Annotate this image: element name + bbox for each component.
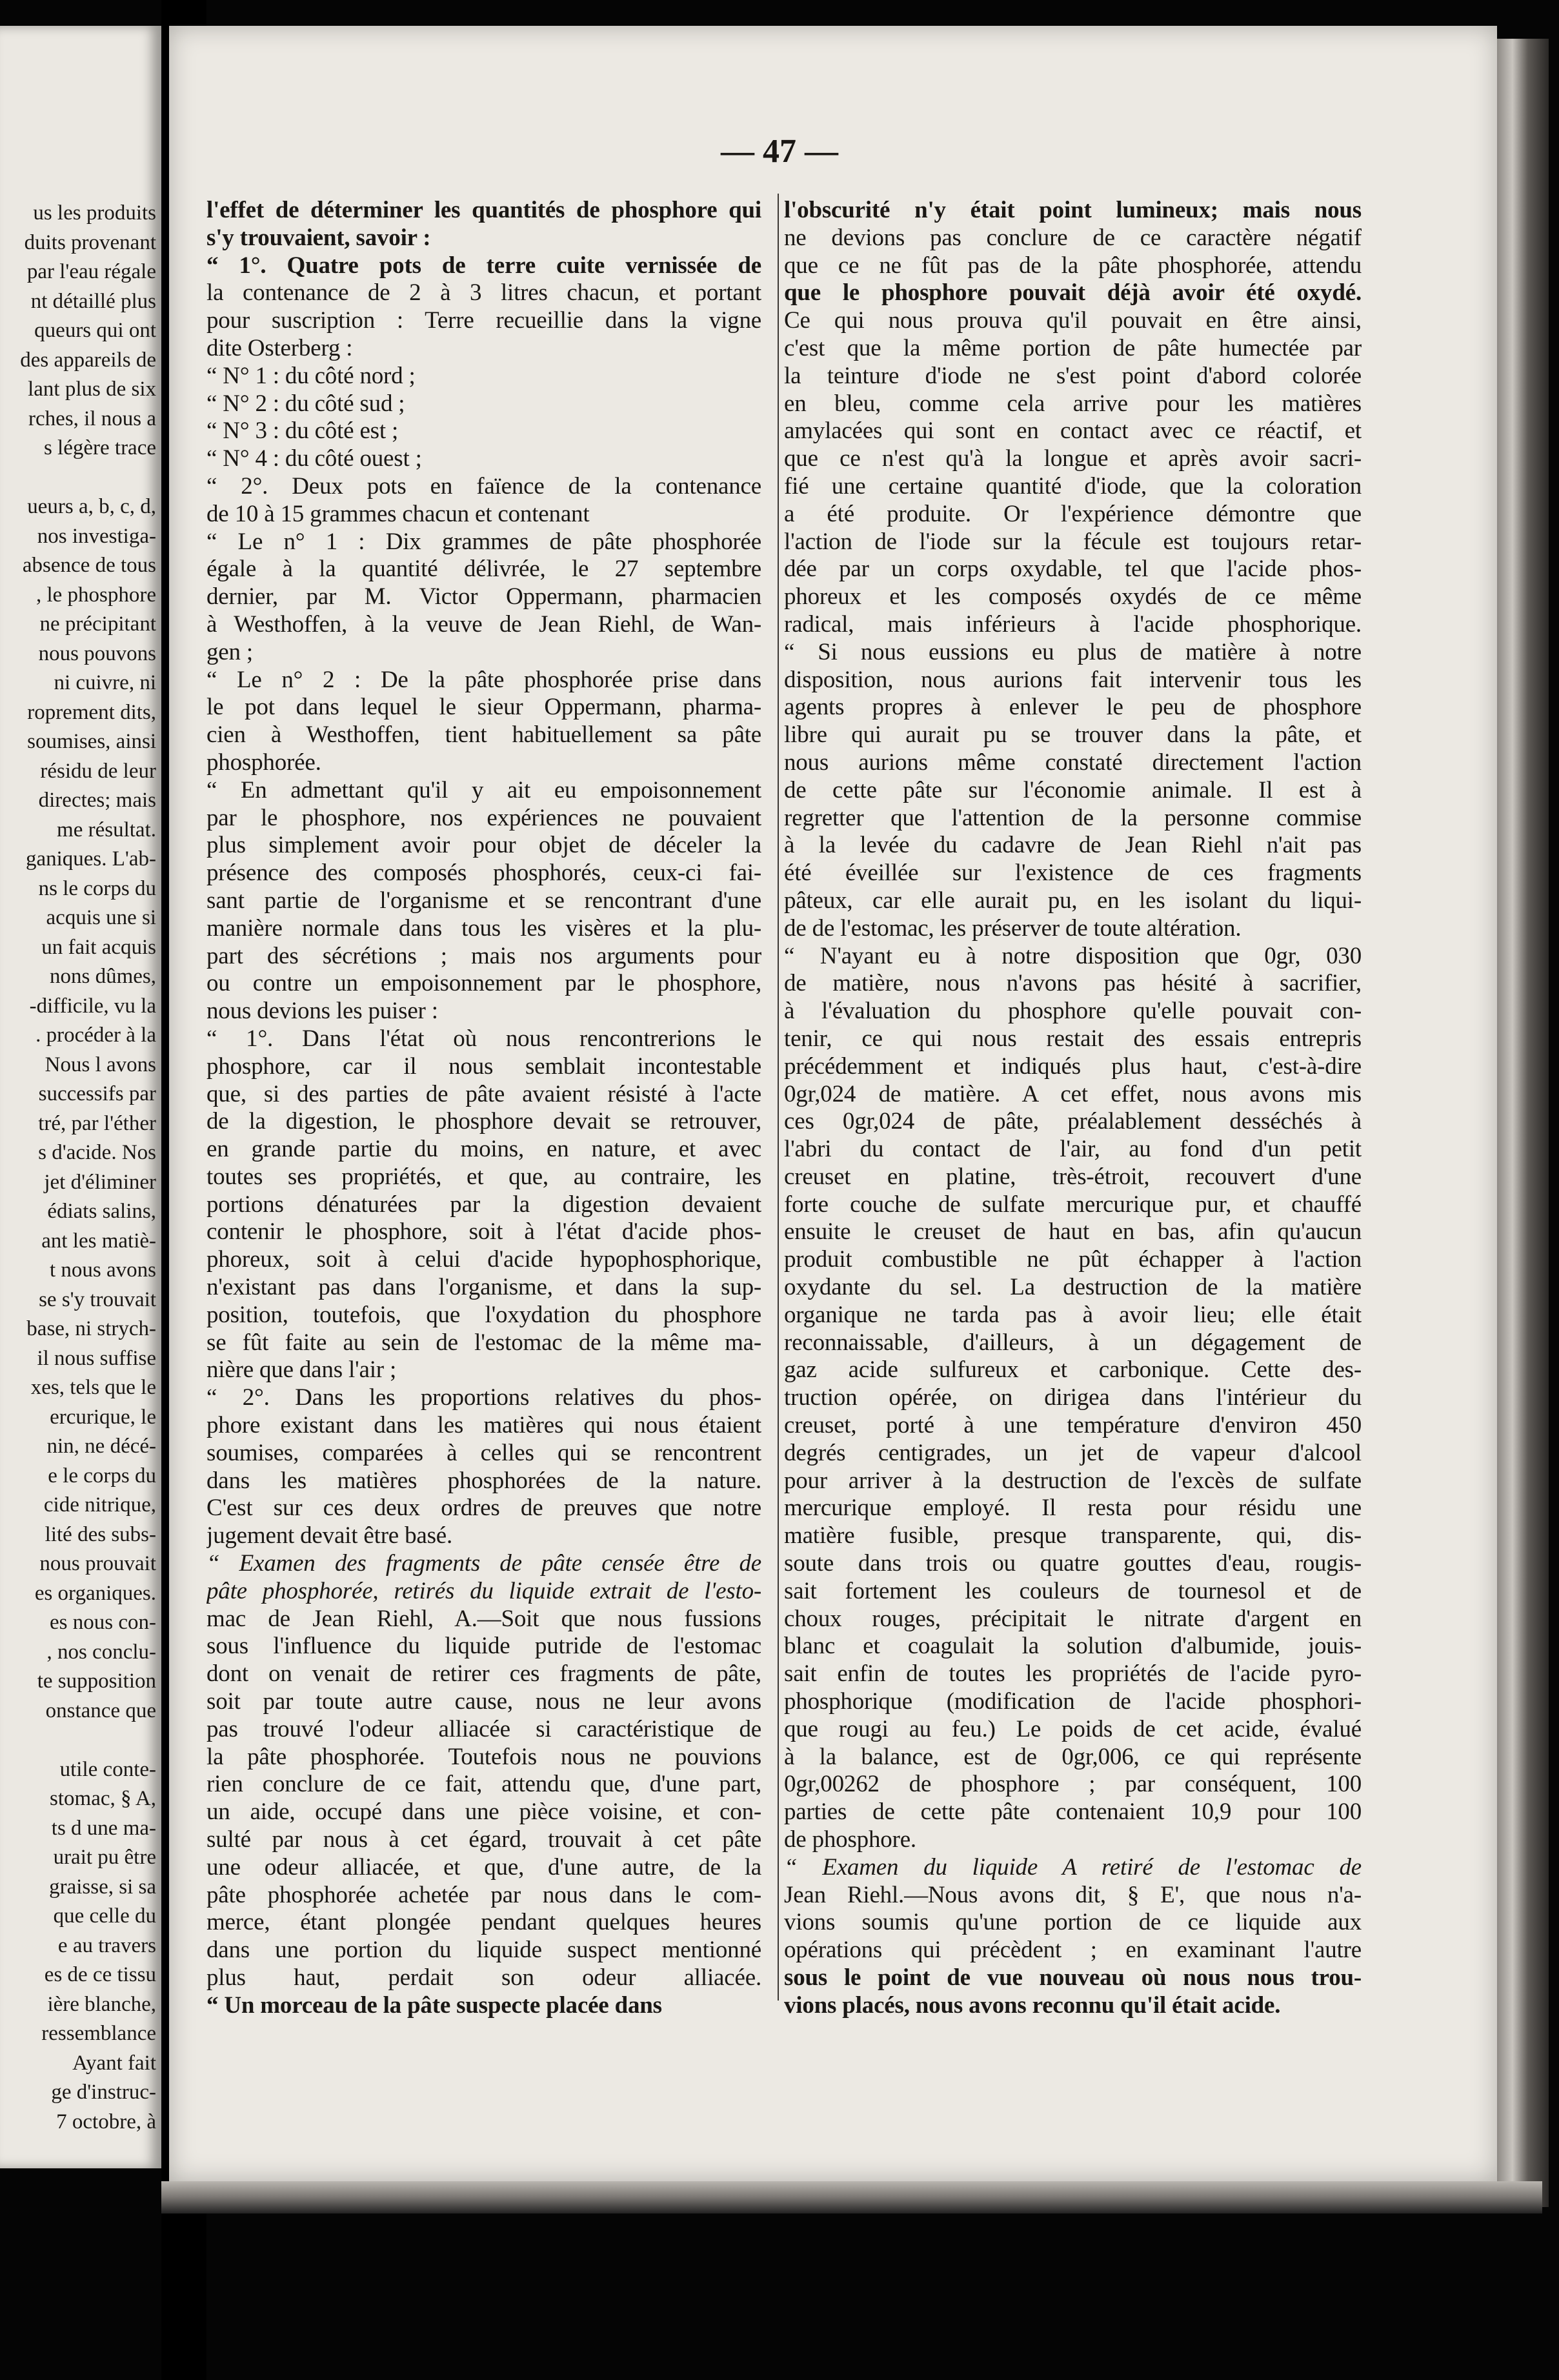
text-line: sant partie de l'organisme et se rencontrant d'une: [206, 887, 761, 914]
fragment-line: ge d'instruc-: [51, 2081, 156, 2104]
text-line: à la levée du cadavre de Jean Riehl n'ait pas: [784, 832, 1362, 859]
text-line: ou contre un empoisonnement par le phosphore,: [206, 970, 761, 997]
text-line: matière fusible, presque transparente, qui, dis-: [784, 1522, 1362, 1549]
text-line: contenir le phosphore, soit à l'état d'acide phos-: [206, 1218, 761, 1245]
text-line: “ Le n° 2 : De la pâte phosphorée prise dans: [206, 666, 761, 693]
fragment-line: ni cuivre, ni: [54, 671, 156, 694]
text-line: libre qui aurait pu se trouver dans la pâte, et: [784, 721, 1362, 749]
text-line: en bleu, comme cela arrive pour les matières: [784, 390, 1362, 417]
fragment-line: nons dûmes,: [50, 965, 156, 988]
fragment-line: ganiques. L'ab-: [25, 847, 156, 871]
fragment-line: ts d une ma-: [51, 1816, 156, 1840]
fragment-line: es organiques.: [34, 1581, 156, 1605]
fragment-line: utile conte-: [59, 1757, 156, 1781]
fragment-line: , nos conclu-: [46, 1640, 156, 1664]
text-line: phore existant dans les matières qui nous étaient: [206, 1412, 761, 1439]
text-line: jugement devait être basé.: [206, 1522, 453, 1549]
page-number: — 47 —: [721, 133, 838, 170]
text-line: blanc et coagulait la solution d'albumide, jouis-: [784, 1633, 1362, 1660]
text-line: soit par toute autre cause, nous ne leur avons: [206, 1688, 761, 1715]
fragment-line: ueurs a, b, c, d,: [27, 495, 156, 518]
text-line: sait enfin de toutes les propriétés de l'acide pyro-: [784, 1660, 1362, 1688]
fragment-line: ne précipitant: [39, 612, 156, 636]
text-line: degrés centigrades, un jet de vapeur d'alcool: [784, 1439, 1362, 1466]
text-line: sous l'influence du liquide putride de l'estomac: [206, 1633, 761, 1660]
text-line: l'effet de déterminer les quantités de phosphore qui: [206, 197, 761, 223]
fragment-line: t nous avons: [50, 1258, 156, 1282]
text-line: précédemment et indiqués plus haut, c'est-à-dire: [784, 1053, 1362, 1080]
left-text-column: [206, 197, 761, 2020]
text-line: “ Examen des fragments de pâte censée être de: [206, 1550, 761, 1577]
text-line: l'action de l'iode sur la fécule est toujours retar-: [784, 528, 1362, 555]
fragment-line: rches, il nous a: [28, 407, 156, 430]
text-line: à Westhoffen, à la veuve de Jean Riehl, de Wan-: [206, 610, 761, 638]
text-line: par le phosphore, nos expériences ne pouvaient: [206, 804, 761, 831]
text-line: été éveillée sur l'existence de ces fragments: [784, 860, 1362, 887]
text-line: part des sécrétions ; mais nos arguments pour: [206, 942, 761, 969]
text-line: oxydante du sel. La destruction de la matière: [784, 1274, 1362, 1301]
fragment-line: directes; mais: [38, 789, 156, 812]
text-line: de 10 à 15 grammes chacun et contenant: [206, 500, 590, 527]
text-line: amylacées qui sont en contact avec ce réactif, et: [784, 418, 1362, 445]
text-line: fié une certaine quantité d'iode, que la coloration: [784, 472, 1362, 499]
fragment-line: onstance que: [45, 1699, 156, 1722]
text-line: mercurique employé. Il resta pour résidu une: [784, 1495, 1362, 1522]
fragment-line: nt détaillé plus: [30, 289, 156, 313]
text-line: pâte phosphorée achetée par nous dans le com-: [206, 1881, 761, 1908]
text-line: égale à la quantité délivrée, le 27 septembre: [206, 556, 761, 583]
text-line: phoreux et les composés oxydés de ce même: [784, 583, 1362, 610]
text-line: agents propres à enlever le peu de phosphore: [784, 694, 1362, 721]
text-line: pas trouvé l'odeur alliacée si caractéristique de: [206, 1715, 761, 1742]
fragment-line: duits provenant: [24, 230, 156, 254]
text-line: n'existant pas dans l'organisme, et dans la sup-: [206, 1274, 761, 1301]
text-line: Jean Riehl.—Nous avons dit, § E', que nous n'a-: [784, 1881, 1362, 1908]
text-line: la teinture d'iode ne s'est point d'abord colorée: [784, 362, 1362, 389]
fragment-line: -difficile, vu la: [29, 994, 156, 1018]
text-line: vions placés, nous avons reconnu qu'il était acide.: [784, 1992, 1281, 2019]
fragment-line: lité des subs-: [45, 1522, 156, 1546]
fragment-line: jet d'éliminer: [44, 1170, 156, 1194]
fragment-line: absence de tous: [22, 554, 156, 577]
text-line: soumises, comparées à celles qui se rencontrent: [206, 1439, 761, 1466]
text-line: de matière, nous n'avons pas hésité à sacrifier,: [784, 970, 1362, 997]
text-line: pâte phosphorée, retirés du liquide extrait de l'esto-: [206, 1577, 761, 1604]
fragment-line: soumises, ainsi: [27, 730, 156, 753]
text-line: la contenance de 2 à 3 litres chacun, et portant: [206, 279, 761, 307]
text-line: vions soumis qu'une portion de ce liquide aux: [784, 1909, 1362, 1936]
fragment-line: s d'acide. Nos: [38, 1141, 156, 1164]
text-line: phosphorée.: [206, 749, 321, 776]
text-line: creuset, porté à une température d'environ 450: [784, 1412, 1362, 1439]
fragment-line: cide nitrique,: [43, 1493, 156, 1517]
fragment-line: édiats salins,: [47, 1200, 156, 1223]
text-line: disposition, nous aurions fait intervenir tous les: [784, 666, 1362, 693]
text-line: dans les matières phosphorées de la nature.: [206, 1467, 761, 1494]
text-line: reconnaissable, d'ailleurs, à un dégagement de: [784, 1329, 1362, 1356]
text-line: une odeur alliacée, et que, d'une autre, de la: [206, 1853, 761, 1881]
text-line: radical, mais inférieurs à l'acide phosphorique.: [784, 610, 1362, 638]
text-line: 0gr,024 de matière. A cet effet, nous avons mis: [784, 1080, 1362, 1107]
fragment-line: ière blanche,: [47, 1992, 156, 2016]
text-line: ces 0gr,024 de pâte, préalablement desséchés à: [784, 1108, 1362, 1135]
fragment-line: Ayant fait: [72, 2051, 156, 2075]
fragment-line: me résultat.: [57, 818, 156, 842]
page-bottom-edge: [161, 2181, 1542, 2214]
text-line: sait fortement les couleurs de tournesol et de: [784, 1577, 1362, 1604]
text-line: portions dénaturées par la digestion devaient: [206, 1191, 761, 1218]
text-line: pâteux, car elle aurait pu, en les isolant du liqui-: [784, 887, 1362, 914]
fragment-line: es de ce tissu: [44, 1963, 156, 1986]
text-line: gen ;: [206, 638, 253, 665]
text-line: à la balance, est de 0gr,006, ce qui représente: [784, 1743, 1362, 1770]
text-line: que ce ne fût pas de la pâte phosphorée, attendu: [784, 252, 1362, 279]
fragment-line: acquis une si: [46, 906, 156, 929]
text-line: “ Si nous eussions eu plus de matière à notre: [784, 638, 1362, 665]
text-line: C'est sur ces deux ordres de preuves que notre: [206, 1495, 761, 1522]
text-line: produit combustible ne pût échapper à l'action: [784, 1246, 1362, 1273]
text-line: dite Osterberg :: [206, 334, 353, 361]
fragment-line: urait pu être: [53, 1846, 156, 1869]
text-line: s'y trouvaient, savoir :: [206, 224, 431, 251]
text-line: que rougi au feu.) Le poids de cet acide, évalué: [784, 1715, 1362, 1742]
fragment-line: xes, tels que le: [30, 1376, 156, 1399]
text-line: “ Un morceau de la pâte suspecte placée dans: [206, 1992, 662, 2019]
text-line: “ N° 3 : du côté est ;: [206, 418, 399, 445]
fragment-line: ns le corps du: [38, 876, 156, 900]
text-line: “ 2°. Deux pots en faïence de la contenance: [206, 472, 761, 499]
text-line: en grande partie du moins, en nature, et avec: [206, 1136, 761, 1163]
text-line: ensuite le creuset de haut en bas, afin qu'aucun: [784, 1218, 1362, 1245]
text-line: gaz acide sulfureux et carbonique. Cette des-: [784, 1356, 1362, 1384]
fragment-line: base, ni strych-: [26, 1317, 156, 1340]
fragment-line: e le corps du: [48, 1464, 156, 1488]
fragment-line: un fait acquis: [41, 935, 156, 959]
facing-page-fragment: [0, 26, 161, 2168]
text-line: c'est que la même portion de pâte humectée par: [784, 334, 1362, 361]
fragment-line: tré, par l'éther: [38, 1111, 156, 1135]
fragment-line: successifs par: [38, 1082, 156, 1105]
text-line: parties de cette pâte contenaient 10,9 pour 100: [784, 1799, 1362, 1826]
text-line: de de l'estomac, les préserver de toute altération.: [784, 914, 1242, 942]
fragment-line: graisse, si sa: [49, 1875, 156, 1899]
text-line: position, toutefois, que l'oxydation du phosphore: [206, 1301, 761, 1328]
text-line: tenir, ce qui nous restait des essais entrepris: [784, 1025, 1362, 1052]
fragment-line: . procéder à la: [35, 1024, 156, 1047]
text-line: creuset en platine, très-étroit, recouvert d'une: [784, 1163, 1362, 1190]
text-line: regretter que l'attention de la personne commise: [784, 804, 1362, 831]
text-line: de cette pâte sur l'économie animale. Il est à: [784, 776, 1362, 803]
text-line: pour arriver à la destruction de l'excès de sulfate: [784, 1467, 1362, 1494]
text-line: nière que dans l'air ;: [206, 1356, 397, 1384]
fragment-line: nous pouvons: [38, 641, 156, 665]
fragment-line: des appareils de: [20, 348, 156, 372]
page-stack-edge: [1497, 39, 1549, 2207]
fragment-line: , le phosphore: [35, 583, 156, 607]
text-line: dont on venait de retirer ces fragments de pâte,: [206, 1660, 761, 1688]
text-line: phosphore, car il nous semblait incontestable: [206, 1053, 761, 1080]
text-line: dée par un corps oxydable, tel que l'acide phos-: [784, 556, 1362, 583]
text-line: cien à Westhoffen, tient habituellement sa pâte: [206, 721, 761, 749]
fragment-line: us les produits: [33, 201, 156, 225]
text-line: de la digestion, le phosphore devait se retrouver,: [206, 1108, 761, 1135]
fragment-line: te supposition: [37, 1669, 156, 1693]
text-line: l'abri du contact de l'air, au fond d'un petit: [784, 1136, 1362, 1163]
fragment-line: es nous con-: [50, 1611, 156, 1634]
text-line: “ 2°. Dans les proportions relatives du phos-: [206, 1384, 761, 1411]
text-line: l'obscurité n'y était point lumineux; mais nous: [784, 197, 1362, 223]
fragment-line: ant les matiè-: [41, 1229, 156, 1253]
text-line: “ N° 2 : du côté sud ;: [206, 390, 405, 417]
text-line: sulté par nous à cet égard, trouvait à cet pâte: [206, 1826, 761, 1853]
fragment-line: nos investiga-: [37, 524, 156, 548]
text-line: pour suscription : Terre recueillie dans la vigne: [206, 307, 761, 334]
text-line: se fût faite au sein de l'estomac de la même ma-: [206, 1329, 761, 1356]
text-line: choux rouges, précipitait le nitrate d'argent en: [784, 1605, 1362, 1632]
text-line: un aide, occupé dans une pièce voisine, et con-: [206, 1799, 761, 1826]
text-line: toutes ses propriétés, et que, au contraire, les: [206, 1163, 761, 1190]
text-line: 0gr,00262 de phosphore ; par conséquent, 100: [784, 1771, 1362, 1798]
text-line: “ Examen du liquide A retiré de l'estomac de: [784, 1853, 1362, 1881]
text-line: “ N° 1 : du côté nord ;: [206, 362, 416, 389]
fragment-line: roprement dits,: [27, 700, 156, 724]
right-text-column: [784, 197, 1362, 2020]
text-line: sous le point de vue nouveau où nous nous trou-: [784, 1964, 1362, 1991]
text-line: la pâte phosphorée. Toutefois nous ne pouvions: [206, 1743, 761, 1770]
text-line: plus haut, perdait son odeur alliacée.: [206, 1964, 761, 1991]
text-line: a été produite. Or l'expérience démontre que: [784, 500, 1362, 527]
fragment-line: nin, ne décé-: [46, 1435, 156, 1458]
text-line: soute dans trois ou quatre gouttes d'eau, rougis-: [784, 1550, 1362, 1577]
text-line: phoreux, soit à celui d'acide hypophosphorique,: [206, 1246, 761, 1273]
column-divider: [778, 194, 779, 2001]
fragment-line: 7 octobre, à: [56, 2110, 156, 2133]
text-line: mac de Jean Riehl, A.—Soit que nous fussions: [206, 1605, 761, 1632]
text-line: que ce n'est qu'à la longue et après avoir sacri-: [784, 445, 1362, 472]
text-line: “ Le n° 1 : Dix grammes de pâte phosphorée: [206, 528, 761, 555]
text-line: “ En admettant qu'il y ait eu empoisonnement: [206, 776, 761, 803]
text-line: rien conclure de ce fait, attendu que, d'une part,: [206, 1771, 761, 1798]
text-line: ne devions pas conclure de ce caractère négatif: [784, 224, 1362, 251]
text-line: dernier, par M. Victor Oppermann, pharmacien: [206, 583, 761, 610]
text-line: merce, étant plongée pendant quelques heures: [206, 1909, 761, 1936]
text-line: opérations qui précèdent ; en examinant l'autre: [784, 1937, 1362, 1964]
text-line: “ N° 4 : du côté ouest ;: [206, 445, 422, 472]
fragment-line: stomac, § A,: [50, 1787, 156, 1810]
text-line: phosphorique (modification de l'acide phosphori-: [784, 1688, 1362, 1715]
fragment-line: que celle du: [53, 1904, 156, 1928]
text-line: nous devions les puiser :: [206, 998, 438, 1025]
fragment-line: lant plus de six: [28, 378, 156, 401]
fragment-line: par l'eau régale: [26, 260, 156, 283]
text-line: plus simplement avoir pour objet de déceler la: [206, 832, 761, 859]
fragment-line: ercurique, le: [50, 1405, 156, 1429]
text-line: manière normale dans tous les visères et la plu-: [206, 914, 761, 942]
text-line: Ce qui nous prouva qu'il pouvait en être ainsi,: [784, 307, 1362, 334]
text-line: à l'évaluation du phosphore qu'elle pouvait con-: [784, 998, 1362, 1025]
fragment-line: e au travers: [57, 1933, 156, 1957]
fragment-line: queurs qui ont: [34, 319, 156, 342]
fragment-line: Nous l avons: [45, 1053, 156, 1076]
text-line: que, si des parties de pâte avaient résisté à l'acte: [206, 1080, 761, 1107]
text-line: organique ne tarda pas à avoir lieu; elle était: [784, 1301, 1362, 1328]
fragment-line: s légère trace: [43, 436, 156, 459]
text-line: que le phosphore pouvait déjà avoir été oxydé.: [784, 279, 1362, 307]
fragment-line: se s'y trouvait: [39, 1287, 156, 1311]
fragment-line: résidu de leur: [40, 759, 156, 783]
text-line: truction opérée, on dirigea dans l'intérieur du: [784, 1384, 1362, 1411]
text-line: “ 1°. Quatre pots de terre cuite vernissée de: [206, 252, 761, 279]
text-line: forte couche de sulfate mercurique pur, et chauffé: [784, 1191, 1362, 1218]
text-line: le pot dans lequel le sieur Oppermann, pharma-: [206, 694, 761, 721]
text-line: nous aurions même constaté directement l'action: [784, 749, 1362, 776]
text-line: “ N'ayant eu à notre disposition que 0gr, 030: [784, 942, 1362, 969]
fragment-line: il nous suffise: [37, 1346, 156, 1370]
fragment-line: nous prouvait: [39, 1552, 156, 1575]
text-line: dans une portion du liquide suspect mentionné: [206, 1937, 761, 1964]
text-line: de phosphore.: [784, 1826, 916, 1853]
fragment-line: ressemblance: [41, 2022, 156, 2045]
text-line: “ 1°. Dans l'état où nous rencontrerions le: [206, 1025, 761, 1052]
text-line: présence des composés phosphorés, ceux-ci fai-: [206, 860, 761, 887]
